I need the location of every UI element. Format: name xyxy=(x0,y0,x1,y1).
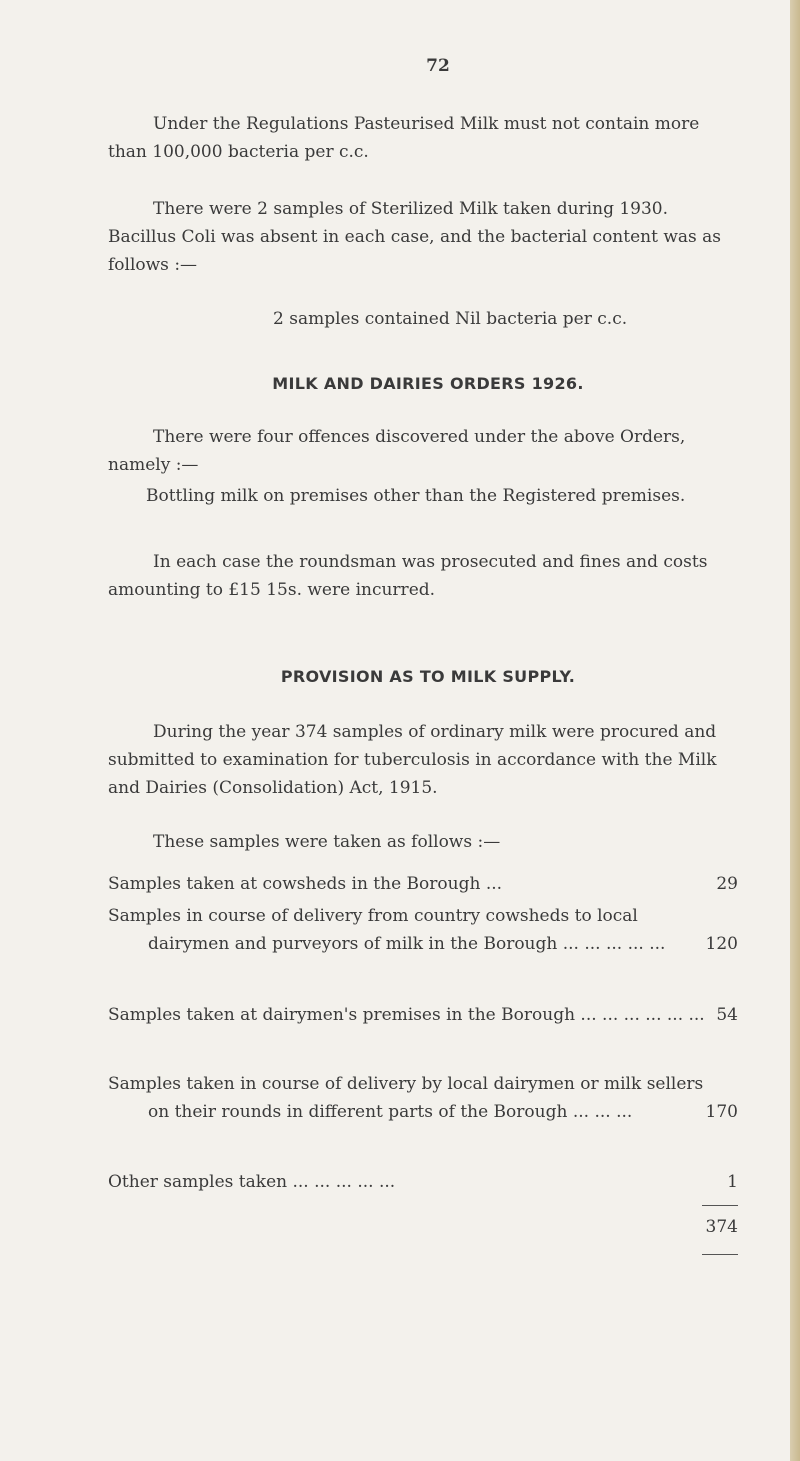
row-value: 29 xyxy=(716,874,738,894)
page-edge xyxy=(790,0,800,1461)
paragraph-tuberculosis: During the year 374 samples of ordinary milk were procured and submitted to examination for tuberculosis in accordance with the Milk and Dairies (Consolidation) Act, 1915. xyxy=(108,722,717,798)
row-value: 1 xyxy=(727,1172,738,1192)
row-value: 170 xyxy=(705,1102,738,1122)
table-row xyxy=(108,870,738,898)
paragraph-pasteurised: Under the Regulations Pasteurised Milk must not contain more than 100,000 bacteria per c.c. xyxy=(108,114,700,162)
row-label: Samples taken at dairymen's premises in the Borough ... ... ... ... ... ... xyxy=(108,1005,705,1025)
row-value: 54 xyxy=(716,1005,738,1025)
paragraph-offences: There were four offences discovered under the above Orders, namely :— xyxy=(108,427,686,475)
heading-provision-milk-supply: PROVISION AS TO MILK SUPPLY. xyxy=(280,667,576,686)
row-label: Samples taken at cowsheds in the Borough ... xyxy=(108,874,503,894)
paragraph-prosecution: In each case the roundsman was prosecuted and fines and costs amounting to £15 15s. were incurred. xyxy=(108,552,708,600)
row-value: 120 xyxy=(705,934,738,954)
sterilized-result: 2 samples contained Nil bacteria per c.c. xyxy=(273,309,628,329)
total-rule-bottom xyxy=(702,1254,738,1255)
heading-milk-dairies-orders: MILK AND DAIRIES ORDERS 1926. xyxy=(272,374,584,393)
offence-item: Bottling milk on premises other than the Registered premises. xyxy=(146,486,686,506)
total-rule-top xyxy=(702,1205,738,1206)
paragraph-sterilized: There were 2 samples of Sterilized Milk taken during 1930. Bacillus Coli was absent in each case, and the bacterial content was as follows :— xyxy=(108,199,722,275)
paragraph-samples-intro: These samples were taken as follows :— xyxy=(153,832,501,852)
table-row xyxy=(108,1001,738,1029)
row-label: Samples in course of delivery from country cowsheds to local dairymen and purveyors of milk in the Borough ... ... ... ... ... xyxy=(108,906,666,954)
page-number: 72 xyxy=(426,56,450,76)
table-row xyxy=(108,1168,738,1196)
table-row xyxy=(108,902,738,958)
row-label: Samples taken in course of delivery by local dairymen or milk sellers on their rounds in different parts of the Borough ... ... ... xyxy=(108,1074,704,1122)
row-label: Other samples taken ... ... ... ... ... xyxy=(108,1172,396,1192)
table-row xyxy=(108,1070,738,1126)
